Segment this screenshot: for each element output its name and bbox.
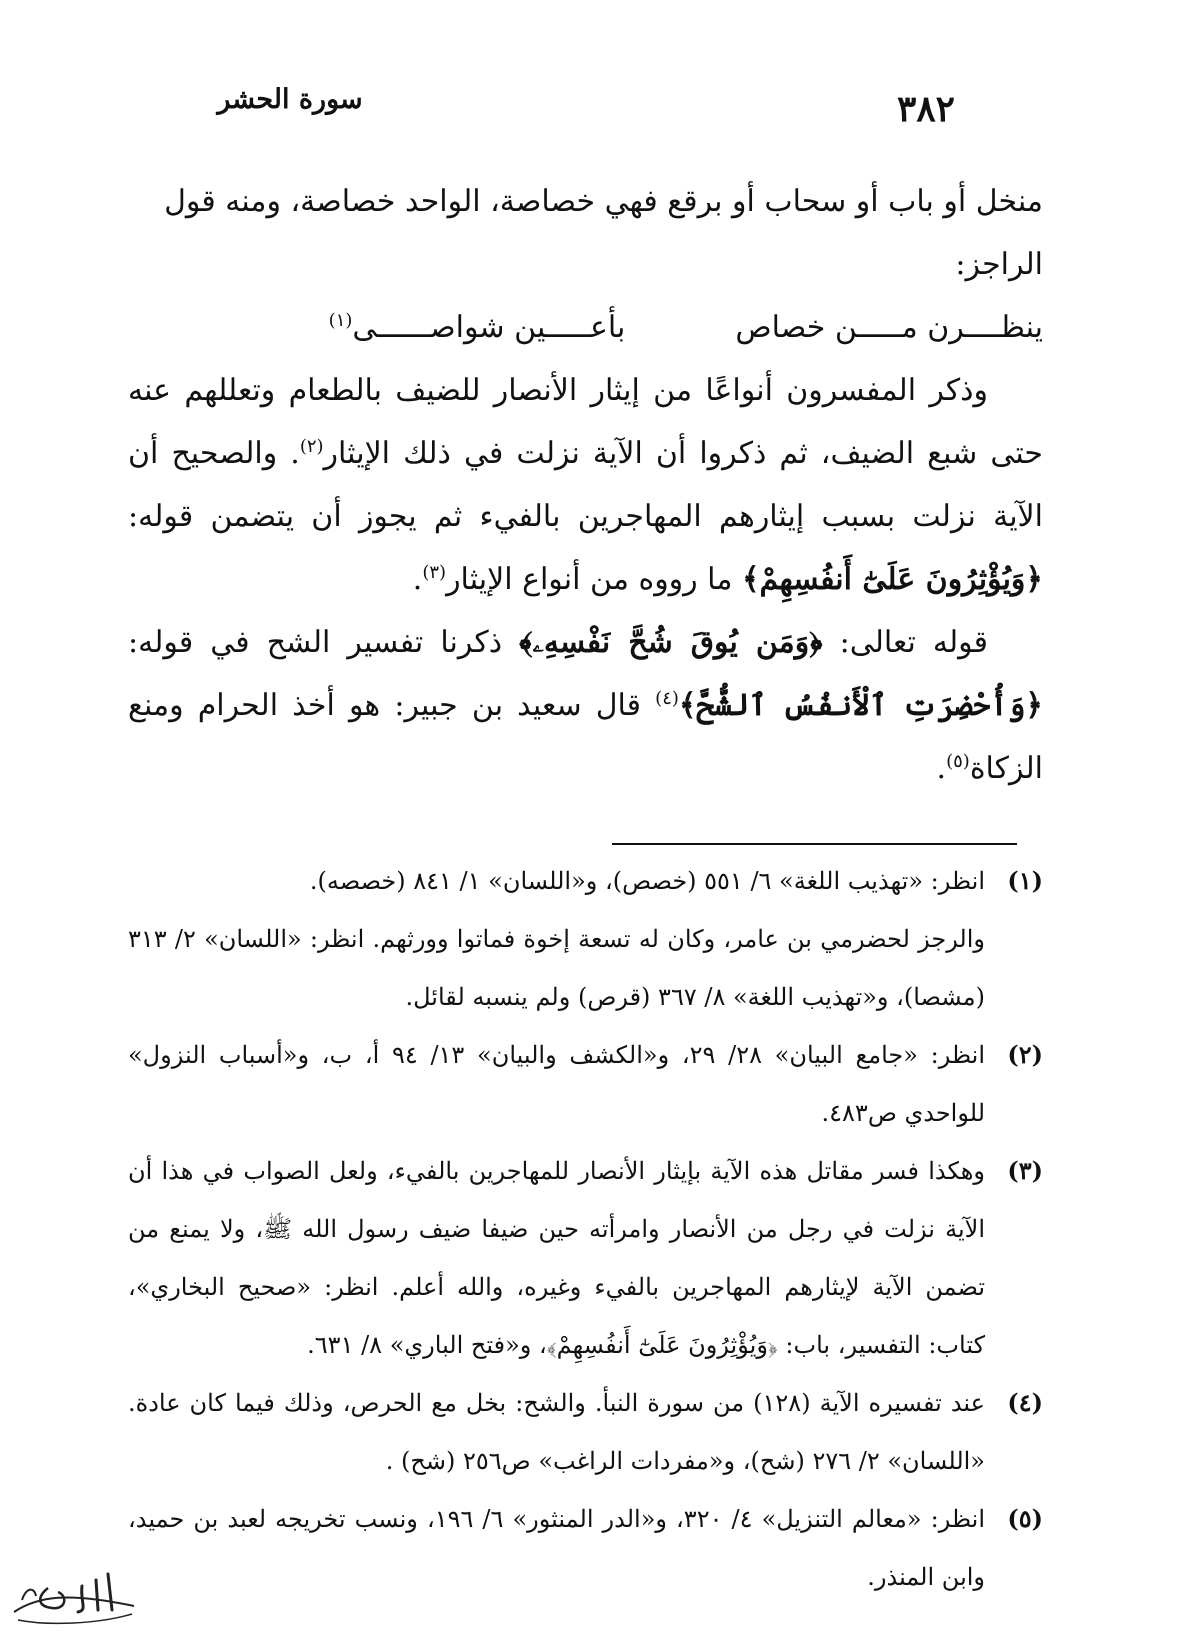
footnote-1 — [128, 852, 1043, 910]
footnote-ref-3[interactable]: (٣) — [422, 562, 447, 583]
footnote-1-continuation: والرجز لحضرمي بن عامر، وكان له تسعة إخوة فماتوا وورثهم. انظر: «اللسان» ٢/ ٣١٣ (مشصا)، و«تهذيب اللغة» ٨/ ٣٦٧ (قرص) ولم ينسبه لقائل. — [128, 925, 986, 1011]
footnote-4 — [128, 1374, 1043, 1490]
footnote-5 — [128, 1490, 1043, 1606]
paragraph-1-line-1: منخل أو باب أو سحاب أو برقع فهي خصاصة، الواحد خصاصة، ومنه قول — [164, 184, 1043, 219]
footnote-text: وهكذا فسر مقاتل هذه الآية بإيثار الأنصار للمهاجرين بالفيء، ولعل الصواب في هذا أن الآية نزلت في رجل من الأنصار وامرأته حين ضيفا ضيف رسول الله ﷺ، ولا يمنع من تضمن الآية لإيثارهم المهاجرين بالفيء وغيره، والله أعلم. انظر: «صحيح البخاري»، كتاب: التفسير، باب: ﴿وَيُؤْثِرُونَ عَلَىٰٓ أَنفُسِهِمْ﴾، و«فتح الباري» ٨/ ٦٣١. — [128, 1157, 985, 1359]
paragraph-3-text-b: ذكرنا تفسير الشح في قوله: — [128, 625, 520, 660]
verse-second-hemistich: بأعـــــين شواصــــــى — [352, 310, 626, 345]
footnote-text: عند تفسيره الآية (١٢٨) من سورة النبأ. والشح: بخل مع الحرص، وذلك فيما كان عادة. «اللسان» ٢/ ٢٧٦ (شح)، و«مفردات الراغب» ص٢٥٦ (شح) . — [128, 1389, 985, 1475]
running-title: سورة الحشر — [217, 84, 363, 115]
paragraph-3-text-c: قال سعيد بن جبير: هو أخذ الحرام ومنع الزكاة — [128, 688, 1043, 786]
footnote-number: (١) — [1007, 866, 1043, 895]
footnote-separator — [612, 843, 1017, 845]
paragraph-2: وذكر المفسرون أنواعًا من إيثار الأنصار للضيف بالطعام وتعللهم عنه حتى شبع الضيف، ثم ذكروا أن الآية نزلت في ذلك الإيثار$^{(٢)}$. والصحيح أن الآية نزلت بسبب إيثارهم المهاجرين بالفيء ثم يجوز أن يتضمن قوله: ﴿وَيُؤْثِرُونَ عَلَىٰٓ أَنفُسِهِمْ﴾ ما رووه من أنواع الإيثار$^{(٣)}$. — [128, 373, 1043, 597]
footnote-text: انظر: «معالم التنزيل» ٤/ ٣٢٠، و«الدر المنثور» ٦/ ١٩٦، ونسب تخريجه لعبد بن حميد، وابن المنذر. — [128, 1505, 986, 1591]
paragraph-2-text-b: . والصحيح أن الآية نزلت بسبب إيثارهم المهاجرين بالفيء ثم يجوز أن يتضمن قوله: — [128, 436, 1043, 534]
footnotes — [128, 852, 1043, 1606]
paragraph-1-line-2: الراجز: — [955, 247, 1043, 282]
footnote-2 — [128, 1026, 1043, 1142]
footnote-text: انظر: «تهذيب اللغة» ٦/ ٥٥١ (خصص)، و«اللسان» ١/ ٨٤١ (خصصه). — [309, 867, 985, 895]
verse-first-hemistich: ينظــــرن مـــــن خصاص — [735, 310, 1043, 345]
footnote-number: (٥) — [1007, 1504, 1043, 1533]
poem-verse — [128, 296, 1043, 359]
watermark-logo — [8, 1566, 140, 1632]
footnote-ref-2[interactable]: (٢) — [299, 436, 324, 457]
paragraph-2-text-a: وذكر المفسرون أنواعًا من إيثار الأنصار للضيف بالطعام وتعللهم عنه حتى شبع الضيف، ثم ذكروا أن الآية نزلت في ذلك الإيثار — [128, 373, 1043, 471]
footnote-number: (٣) — [1007, 1156, 1043, 1185]
paragraph-2-text-c: ما رووه من أنواع الإيثار — [446, 562, 742, 597]
paragraph-3: قوله تعالى: ﴿وَمَن يُوقَ شُحَّ نَفْسِهِۦ﴾ ذكرنا تفسير الشح في قوله: ﴿وَأُحْضِرَتِ ٱلْأَنفُسُ ٱلشُّحَّ﴾$^{(٤)}$ قال سعيد بن جبير: هو أخذ الحرام ومنع الزكاة$^{(٥)}$. — [128, 625, 1043, 786]
quran-quote: ﴿وَأُحْضِرَتِ ٱلْأَنفُسُ ٱلشُّحَّ﴾ — [678, 688, 1043, 723]
paragraph-1 — [128, 170, 1043, 296]
footnote-ref-4[interactable]: (٤) — [655, 688, 679, 709]
footnote-number: (٤) — [1007, 1388, 1043, 1417]
footnote-ref-1[interactable]: (١) — [328, 310, 353, 331]
paragraph-3-text-a: قوله تعالى: — [822, 625, 988, 660]
main-text — [128, 170, 1043, 800]
footnote-ref-5[interactable]: (٥) — [946, 751, 970, 772]
quran-quote: ﴿وَمَن يُوقَ شُحَّ نَفْسِهِۦ﴾ — [519, 625, 823, 660]
page-number: ٣٨٢ — [896, 88, 955, 130]
footnote-3 — [128, 1142, 1043, 1374]
quran-quote: ﴿وَيُؤْثِرُونَ عَلَىٰٓ أَنفُسِهِمْ﴾ — [741, 562, 1043, 597]
footnote-text: انظر: «جامع البيان» ٢٨/ ٢٩، و«الكشف والبيان» ١٣/ ٩٤ أ، ب، و«أسباب النزول» للواحدي ص٤٨٣. — [128, 1041, 985, 1127]
footnote-number: (٢) — [1007, 1040, 1043, 1069]
